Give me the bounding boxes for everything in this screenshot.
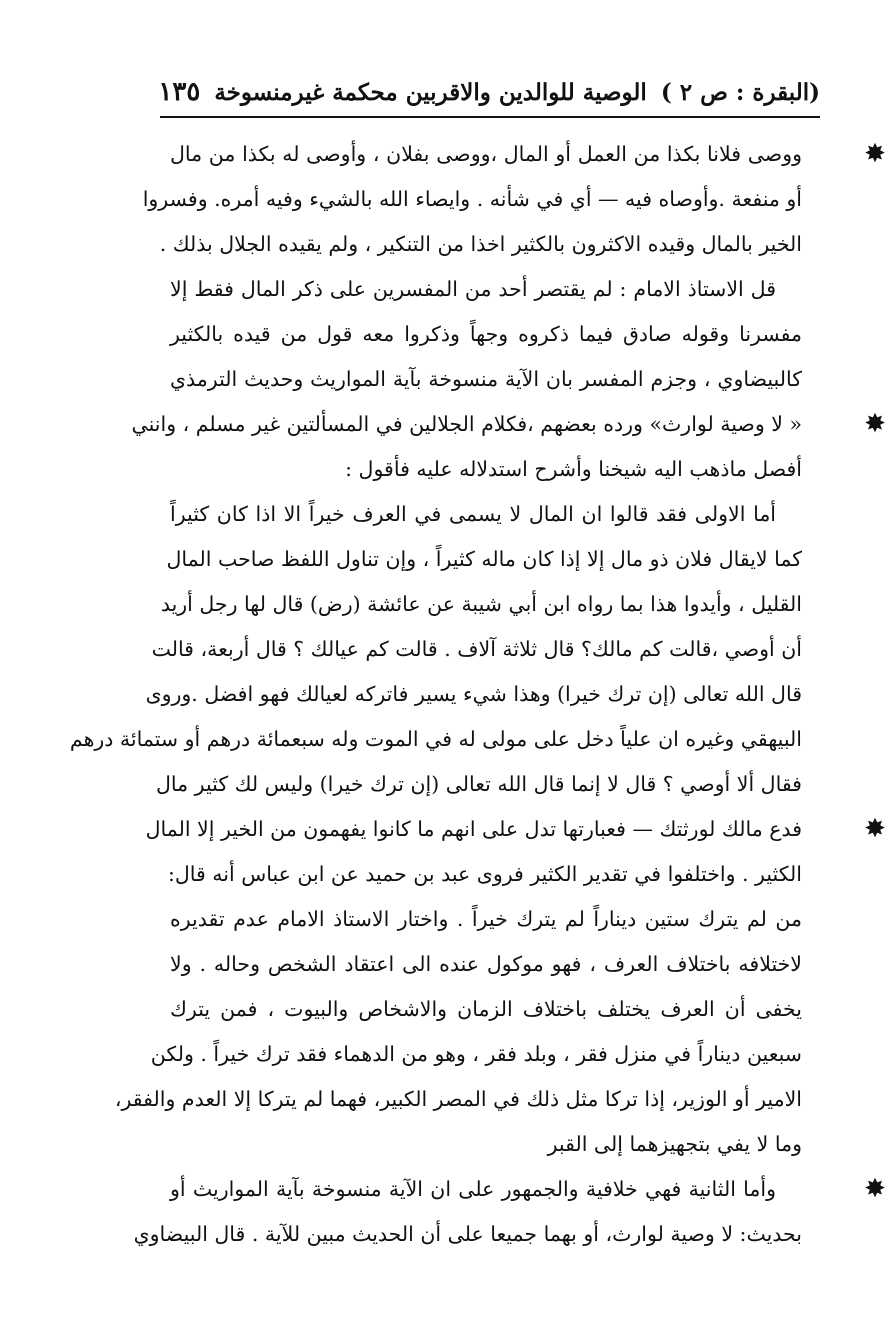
text-line: قل الاستاذ الامام : لم يقتصر أحد من المفسرين على ذكر المال فقط إلا xyxy=(170,277,776,301)
ornament-icon: ✸ xyxy=(864,814,886,844)
text-line: مفسرنا وقوله صادق فيما ذكروه وجهاً وذكروا معه قول من قيده بالكثير xyxy=(170,322,802,346)
text-line: القليل ، وأيدوا هذا بما رواه ابن أبي شيبة عن عائشة (رض) قال لها رجل أريد xyxy=(160,592,802,616)
text-line: وما لا يفي بتجهيزهما إلى القبر xyxy=(547,1132,802,1156)
text-line: البيهقي وغيره ان علياً دخل على مولى له في الموت وله سبعمائة درهم أو ستمائة درهم xyxy=(69,727,802,751)
text-line: الكثير . واختلفوا في تقدير الكثير فروى عبد بن حميد عن ابن عباس أنه قال: xyxy=(167,862,802,886)
text-line: الامير أو الوزير، إذا تركا مثل ذلك في المصر الكبير، فهما لم يتركا إلا العدم والفقر، xyxy=(114,1087,802,1111)
text-line: لاختلافه باختلاف العرف ، فهو موكول عنده الى اعتقاد الشخص وحاله . ولا xyxy=(170,952,802,976)
text-line: كالبيضاوي ، وجزم المفسر بان الآية منسوخة بآية المواريث وحديث الترمذي xyxy=(170,367,802,391)
text-line: أفصل ماذهب اليه شيخنا وأشرح استدلاله عليه فأقول : xyxy=(345,457,802,481)
text-line: سبعين ديناراً في منزل فقر ، وبلد فقر ، وهو من الدهماء فقد ترك خيراً . ولكن xyxy=(150,1042,802,1066)
text-line: يخفى أن العرف يختلف باختلاف الزمان والاشخاص والبيوت ، فمن يترك xyxy=(170,997,802,1021)
text-line: وأما الثانية فهي خلافية والجمهور على ان الآية منسوخة بآية المواريث أو xyxy=(170,1177,776,1201)
text-line: فدع مالك لورثتك — فعبارتها تدل على انهم ما كانوا يفهمون من الخير إلا المال xyxy=(145,817,802,841)
text-line: من لم يترك ستين ديناراً لم يترك خيراً . واختار الاستاذ الامام عدم تقديره xyxy=(170,907,802,931)
page-number: ١٣٥ xyxy=(158,77,201,107)
body-text xyxy=(69,132,802,1257)
ornament-icon: ✸ xyxy=(864,409,886,439)
text-line: أما الاولى فقد قالوا ان المال لا يسمى في العرف خيراً الا اذا كان كثيراً xyxy=(170,502,776,526)
text-line: أو منفعة .وأوصاه فيه — أي في شأنه . وايصاء الله بالشيء وفيه أمره. وفسروا xyxy=(142,187,802,211)
ornament-icon: ✸ xyxy=(864,1174,886,1204)
running-header xyxy=(160,72,820,112)
text-line: ووصى فلانا بكذا من العمل أو المال ،ووصى بفلان ، وأوصى له بكذا من مال xyxy=(170,142,802,166)
header-title: الوصية للوالدين والاقربين محكمة غيرمنسوخة xyxy=(214,78,647,106)
header-divider xyxy=(160,116,820,118)
text-line: « لا وصية لوارث» ورده بعضهم ،فكلام الجلالين في المسألتين غير مسلم ، وانني xyxy=(131,412,802,436)
text-line: الخير بالمال وقيده الاكثرون بالكثير اخذا من التنكير ، ولم يقيده الجلال بذلك . xyxy=(159,232,802,256)
ornament-icon: ✸ xyxy=(864,139,886,169)
text-line: بحديث: لا وصية لوارث، أو بهما جميعا على أن الحديث مبين للآية . قال البيضاوي xyxy=(133,1222,802,1246)
text-line: كما لايقال فلان ذو مال إلا إذا كان ماله كثيراً ، وإن تناول اللفظ صاحب المال xyxy=(166,547,802,571)
text-line: قال الله تعالى (إن ترك خيرا) وهذا شيء يسير فاتركه لعيالك فهو افضل .وروى xyxy=(145,682,802,706)
text-line: فقال ألا أوصي ؟ قال لا إنما قال الله تعالى (إن ترك خيرا) وليس لك كثير مال xyxy=(156,772,802,796)
header-chapter: (البقرة : ص ٢ ) xyxy=(660,78,820,106)
text-line: أن أوصي ،قالت كم مالك؟ قال ثلاثة آلاف . قالت كم عيالك ؟ قال أربعة، قالت xyxy=(151,637,802,661)
